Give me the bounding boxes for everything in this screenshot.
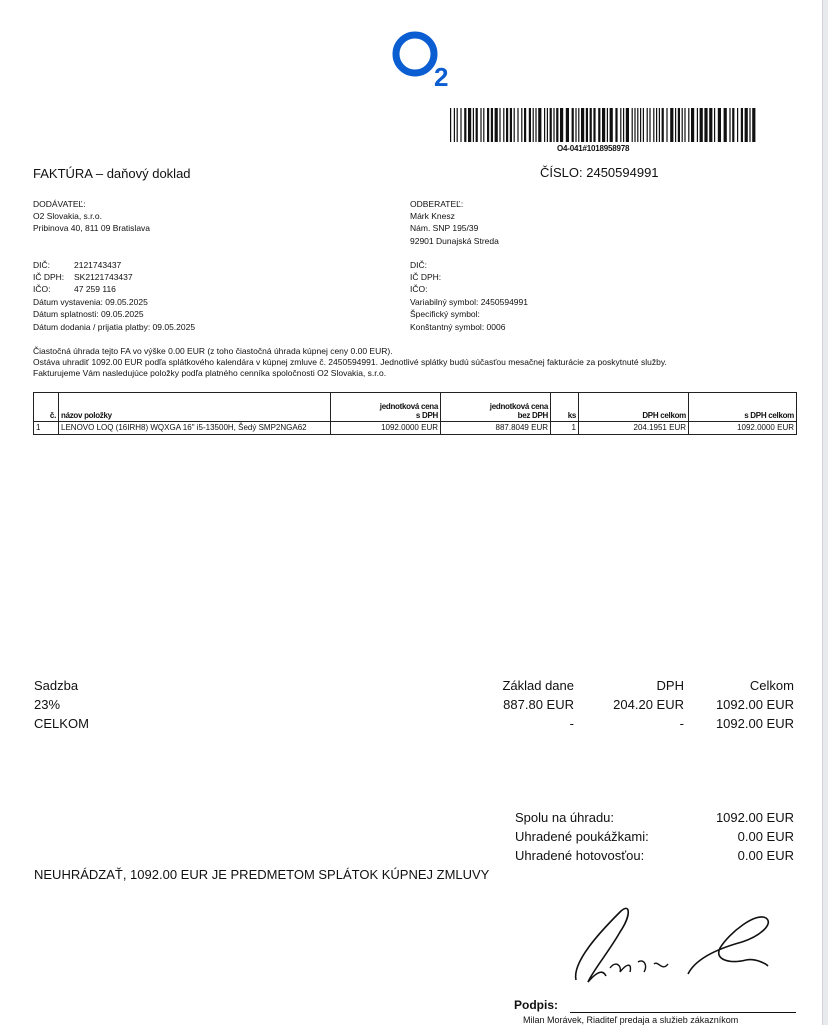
vat-total-header: Celkom xyxy=(749,678,794,693)
vat-sum-vat: - xyxy=(679,716,684,731)
supplier-address: Pribinova 40, 811 09 Bratislava xyxy=(33,223,151,233)
col-total-vat: s DPH celkom xyxy=(689,393,797,422)
supplier-name: O2 Slovakia, s.r.o. xyxy=(33,211,102,221)
supplier-icdph-label: IČ DPH: xyxy=(33,272,65,282)
col-unit-price-vat xyxy=(331,393,441,422)
vat-base-value: 887.80 EUR xyxy=(503,697,574,712)
cell-name: LENOVO LOQ (16IRH8) WQXGA 16" i5-13500H, Šedý SMP2NGA62 xyxy=(59,422,331,435)
date-delivery: Dátum dodania / prijatia platby: 09.05.2025 xyxy=(33,322,196,332)
signature-label: Podpis: xyxy=(514,998,558,1012)
signer-name: Milan Morávek, Riaditeľ predaja a služieb zákazníkom xyxy=(523,1015,739,1025)
vat-sum-base: - xyxy=(569,716,574,731)
barcode-image xyxy=(450,108,758,144)
customer-ico-label: IČO: xyxy=(410,284,428,294)
vat-vat-value: 204.20 EUR xyxy=(613,697,684,712)
specific-symbol: Špecifický symbol: xyxy=(410,309,480,319)
variable-symbol: Variabilný symbol: 2450594991 xyxy=(410,297,528,307)
total-due-value: 1092.00 EUR xyxy=(715,810,794,825)
vat-sum-total: 1092.00 EUR xyxy=(715,716,794,731)
cash-value: 0.00 EUR xyxy=(737,848,794,863)
customer-name: Márk Knesz xyxy=(410,211,455,221)
customer-street: Nám. SNP 195/39 xyxy=(410,223,479,233)
col-vat-total: DPH celkom xyxy=(579,393,689,422)
barcode-number: O4-041#1018958978 xyxy=(557,144,630,153)
vat-sum-label: CELKOM xyxy=(34,716,89,731)
invoice-number: ČÍSLO: 2450594991 xyxy=(540,165,659,180)
vat-vat-header: DPH xyxy=(656,678,684,693)
note-remaining: Ostáva uhradiť 1092.00 EUR podľa splátkového kalendára v kúpnej zmluve č. 2450594991. Jednotlivé splátky budú súčasťou mesačnej fakturácie za poskytnuté služby. xyxy=(33,357,667,367)
col-unit-price-novat xyxy=(441,393,551,422)
installment-notice: NEUHRÁDZAŤ, 1092.00 EUR JE PREDMETOM SPLÁTOK KÚPNEJ ZMLUVY xyxy=(34,867,490,882)
vat-rate-header: Sadzba xyxy=(34,678,79,693)
col-no: č. xyxy=(34,393,59,422)
supplier-ico: 47 259 116 xyxy=(74,284,116,294)
supplier-dic-label: DIČ: xyxy=(33,260,50,270)
handwritten-signature xyxy=(570,902,780,992)
supplier-icdph: SK2121743437 xyxy=(74,272,133,282)
signature-line xyxy=(570,1012,796,1013)
items-table xyxy=(33,392,797,435)
note-items-intro: Fakturujeme Vám nasledujúce položky podľa platného cenníka spoločnosti O2 Slovakia, s.r.o. xyxy=(33,368,387,378)
vat-total-value: 1092.00 EUR xyxy=(715,697,794,712)
date-issued: Dátum vystavenia: 09.05.2025 xyxy=(33,297,148,307)
vat-rate-value: 23% xyxy=(34,697,61,712)
col-unit-price-vat-line1: jednotková cena xyxy=(379,402,438,411)
total-due-label: Spolu na úhradu: xyxy=(515,810,615,825)
supplier-label: DODÁVATEĽ: xyxy=(33,199,86,209)
col-name: názov položky xyxy=(59,393,331,422)
note-partial-payment: Čiastočná úhrada tejto FA vo výške 0.00 EUR (z toho čiastočná úhrada kúpnej ceny 0.00 EUR). xyxy=(33,346,393,356)
cell-vat-total: 204.1951 EUR xyxy=(579,422,689,435)
constant-symbol: Konštantný symbol: 0006 xyxy=(410,322,506,332)
supplier-dic: 2121743437 xyxy=(74,260,122,270)
table-row xyxy=(34,422,797,435)
date-due: Dátum splatnosti: 09.05.2025 xyxy=(33,309,144,319)
customer-dic-label: DIČ: xyxy=(410,260,427,270)
cell-no: 1 xyxy=(34,422,59,435)
col-unit-price-novat-line1: jednotková cena xyxy=(489,402,548,411)
o2-logo xyxy=(390,26,460,92)
vouchers-value: 0.00 EUR xyxy=(737,829,794,844)
cell-qty: 1 xyxy=(551,422,579,435)
document-title: FAKTÚRA – daňový doklad xyxy=(33,166,191,181)
cell-unit-price-vat: 1092.0000 EUR xyxy=(331,422,441,435)
cell-unit-price-novat: 887.8049 EUR xyxy=(441,422,551,435)
col-unit-price-novat-line2: bez DPH xyxy=(517,411,548,420)
customer-icdph-label: IČ DPH: xyxy=(410,272,442,282)
cash-label: Uhradené hotovosťou: xyxy=(515,848,645,863)
customer-city: 92901 Dunajská Streda xyxy=(410,236,499,246)
svg-text:2: 2 xyxy=(434,62,449,92)
col-unit-price-vat-line2: s DPH xyxy=(415,411,438,420)
items-header-row xyxy=(34,393,797,422)
col-qty: ks xyxy=(551,393,579,422)
cell-total-vat: 1092.0000 EUR xyxy=(689,422,797,435)
supplier-ico-label: IČO: xyxy=(33,284,51,294)
customer-label: ODBERATEĽ: xyxy=(410,199,464,209)
vat-base-header: Základ dane xyxy=(502,678,574,693)
vouchers-label: Uhradené poukážkami: xyxy=(515,829,649,844)
